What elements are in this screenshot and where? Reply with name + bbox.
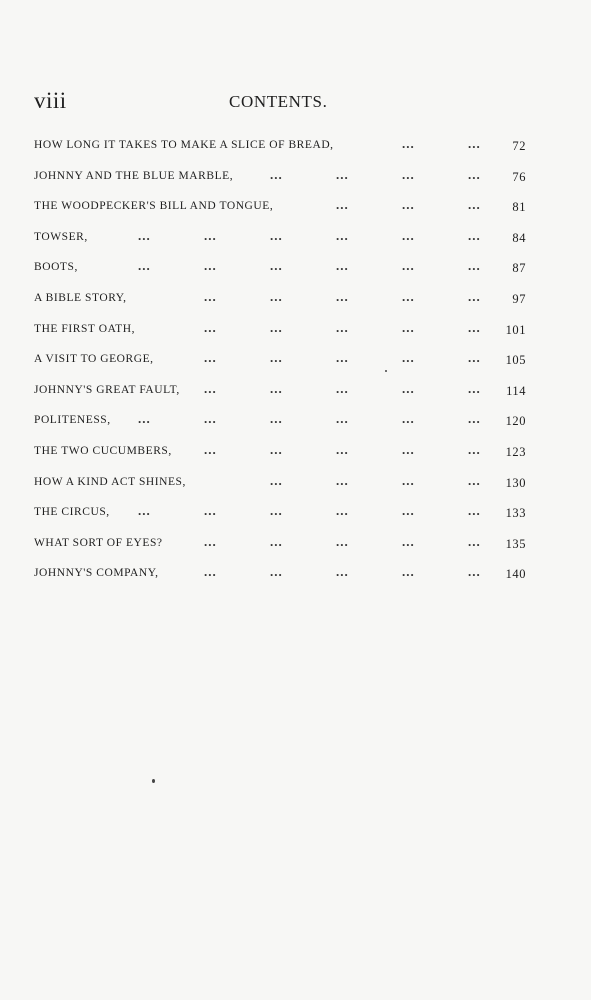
print-speck [152,779,155,783]
toc-leader-dots: ... [336,503,349,519]
toc-leader-dots: ... [336,350,349,366]
toc-leader-dots: ... [402,350,415,366]
toc-entry [34,253,526,284]
toc-leader-dots: ... [336,380,349,396]
toc-leader-dots: ... [336,166,349,182]
toc-leader-dots: ... [468,441,481,457]
toc-leader-dots: ... [468,166,481,182]
toc-leader-dots: ... [204,380,217,396]
toc-entry-title: JOHNNY'S GREAT FAULT, [34,383,180,396]
toc-entry [34,468,526,499]
toc-entry-page-number: 120 [505,414,526,429]
toc-entry-title: POLITENESS, [34,414,111,427]
toc-leader-dots: ... [270,564,283,580]
toc-leader-dots: ... [336,533,349,549]
toc-leader-dots: ... [270,227,283,243]
toc-entry-title: A VISIT TO GEORGE, [34,353,154,366]
page-header [34,88,527,118]
toc-leader-dots: ... [402,472,415,488]
toc-entry-title: HOW LONG IT TAKES TO MAKE A SLICE OF BREAD, [34,139,334,151]
toc-entry-title: WHAT SORT OF EYES? [34,536,163,549]
toc-entry-title: HOW A KIND ACT SHINES, [34,475,186,488]
toc-entry-page-number: 135 [505,536,526,551]
toc-entry-page-number: 101 [505,322,526,337]
toc-leader-dots: ... [468,350,481,366]
toc-leader-dots: ... [336,441,349,457]
toc-leader-dots: ... [270,380,283,396]
toc-leader-dots: ... [138,503,151,519]
toc-leader-dots: ... [270,319,283,335]
toc-leader-dots: ... [468,258,481,274]
toc-entry-page-number: 81 [512,200,526,215]
toc-leader-dots: ... [270,472,283,488]
toc-leader-dots: ... [204,258,217,274]
toc-leader-dots: ... [468,533,481,549]
toc-leader-dots: ... [138,411,151,427]
toc-entry [34,223,526,254]
toc-leader-dots: ... [336,411,349,427]
toc-leader-dots: ... [402,503,415,519]
running-head: CONTENTS. [229,92,328,111]
toc-entry-title: THE FIRST OATH, [34,322,136,335]
toc-entry [34,376,526,407]
toc-entry [34,559,526,590]
toc-entry-page-number: 72 [512,139,526,153]
toc-leader-dots: ... [204,533,217,549]
toc-leader-dots: ... [336,258,349,274]
toc-leader-dots: ... [204,441,217,457]
toc-leader-dots: ... [270,411,283,427]
toc-leader-dots: ... [468,503,481,519]
toc-entry [34,315,526,346]
toc-leader-dots: ... [336,227,349,243]
toc-leader-dots: ... [468,564,481,580]
toc-entry-title: BOOTS, [34,261,78,274]
toc-leader-dots: ... [402,227,415,243]
toc-leader-dots: ... [468,380,481,396]
toc-entry [34,192,526,223]
toc-leader-dots: ... [204,411,217,427]
toc-entry [34,345,526,376]
toc-entry [34,131,526,162]
toc-leader-dots: ... [468,472,481,488]
toc-leader-dots: ... [402,380,415,396]
toc-leader-dots: ... [336,564,349,580]
toc-leader-dots: ... [270,503,283,519]
toc-leader-dots: ... [336,472,349,488]
toc-entry-title: TOWSER, [34,230,88,243]
toc-entry-title: THE WOODPECKER'S BILL AND TONGUE, [34,200,274,213]
toc-leader-dots: ... [270,350,283,366]
toc-leader-dots: ... [402,288,415,304]
toc-entry-page-number: 130 [505,475,526,490]
toc-entry-page-number: 97 [512,291,526,306]
toc-entry-title: A BIBLE STORY, [34,291,127,304]
toc-entry-title: JOHNNY AND THE BLUE MARBLE, [34,169,234,182]
toc-leader-dots: ... [204,503,217,519]
toc-leader-dots: ... [468,319,481,335]
toc-entry-page-number: 114 [506,383,526,398]
table-of-contents [34,131,526,590]
toc-leader-dots: ... [402,564,415,580]
page-number: viii [34,88,67,113]
toc-leader-dots: ... [402,258,415,274]
toc-entry-title: THE CIRCUS, [34,506,110,519]
toc-entry-page-number: 140 [505,567,526,582]
toc-leader-dots: ... [270,166,283,182]
toc-entry-title: THE TWO CUCUMBERS, [34,444,172,457]
toc-leader-dots: ... [270,441,283,457]
toc-leader-dots: ... [402,411,415,427]
toc-leader-dots: ... [204,288,217,304]
toc-leader-dots: ... [402,136,415,151]
toc-entry-page-number: 87 [512,261,526,276]
toc-leader-dots: ... [468,197,481,213]
toc-leader-dots: ... [204,227,217,243]
toc-entry-page-number: 123 [505,444,526,459]
toc-entry [34,284,526,315]
toc-leader-dots: ... [402,319,415,335]
toc-leader-dots: ... [336,319,349,335]
toc-entry [34,529,526,560]
toc-entry-page-number: 105 [505,353,526,368]
toc-entry-title: JOHNNY'S COMPANY, [34,567,159,580]
toc-entry-page-number: 76 [512,169,526,184]
toc-leader-dots: ... [402,533,415,549]
toc-leader-dots: ... [138,258,151,274]
print-speck [385,370,387,372]
toc-leader-dots: ... [336,288,349,304]
toc-leader-dots: ... [402,166,415,182]
toc-leader-dots: ... [468,411,481,427]
toc-leader-dots: ... [270,533,283,549]
toc-entry [34,498,526,529]
toc-leader-dots: ... [402,441,415,457]
toc-entry-page-number: 133 [505,506,526,521]
toc-leader-dots: ... [204,350,217,366]
toc-leader-dots: ... [204,564,217,580]
toc-leader-dots: ... [402,197,415,213]
toc-leader-dots: ... [336,197,349,213]
toc-leader-dots: ... [270,288,283,304]
toc-entry [34,406,526,437]
toc-entry [34,162,526,193]
toc-leader-dots: ... [468,136,481,151]
toc-entry [34,437,526,468]
toc-leader-dots: ... [270,258,283,274]
toc-leader-dots: ... [468,288,481,304]
toc-leader-dots: ... [138,227,151,243]
toc-leader-dots: ... [468,227,481,243]
toc-entry-page-number: 84 [512,230,526,245]
toc-leader-dots: ... [204,319,217,335]
